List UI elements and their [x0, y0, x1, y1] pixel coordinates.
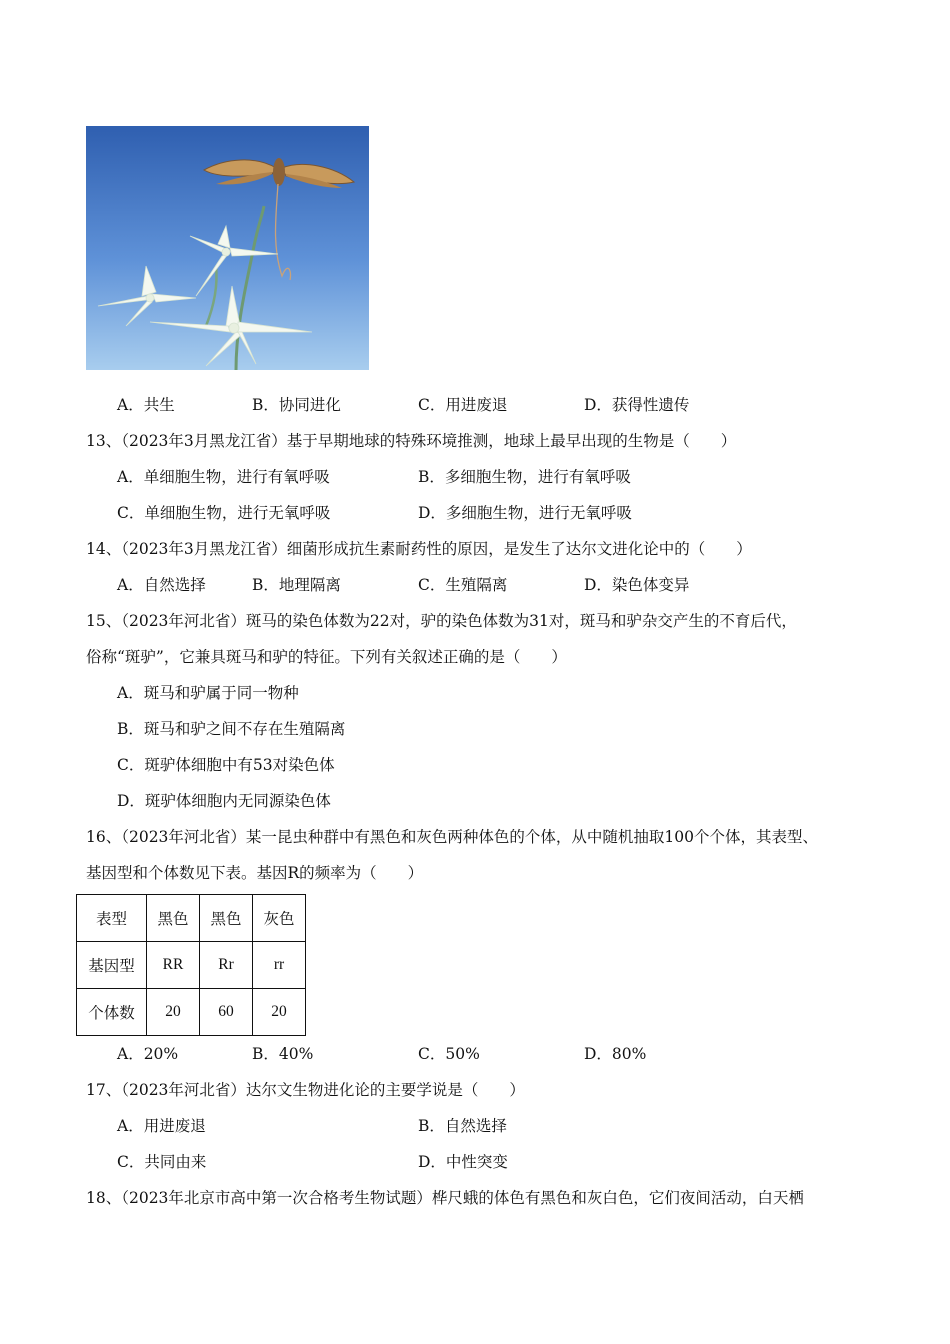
q16-option-b: B．40% [252, 1045, 314, 1063]
q13-option-a: A．单细胞生物，进行有氧呼吸 [117, 468, 330, 486]
option-b: B．协同进化 [252, 396, 341, 414]
q16-option-c: C．50% [418, 1045, 480, 1063]
table-cell: 个体数 [77, 989, 147, 1036]
q15-option-c: C．斑驴体细胞中有53对染色体 [117, 756, 335, 774]
q13-option-c: C．单细胞生物，进行无氧呼吸 [117, 504, 331, 522]
table-row [77, 942, 306, 989]
question-18-stem: 18、（2023年北京市高中第一次合格考生物试题）桦尺蛾的体色有黑色和灰白色，它们夜间活动，白天栖 [86, 1189, 804, 1207]
q13-option-b: B．多细胞生物，进行有氧呼吸 [418, 468, 631, 486]
q13-option-d: D．多细胞生物，进行无氧呼吸 [418, 504, 632, 522]
table-cell: RR [147, 942, 200, 989]
table-cell: 黑色 [147, 895, 200, 942]
question-13-stem: 13、（2023年3月黑龙江省）基于早期地球的特殊环境推测，地球上最早出现的生物是（ ） [86, 432, 737, 450]
q17-option-d: D．中性突变 [418, 1153, 508, 1171]
q15-option-b: B．斑马和驴之间不存在生殖隔离 [117, 720, 346, 738]
q14-option-d: D．染色体变异 [584, 576, 690, 594]
table-cell: Rr [200, 942, 253, 989]
genotype-table [76, 894, 306, 1036]
question-16-stem-line1: 16、（2023年河北省）某一昆虫种群中有黑色和灰色两种体色的个体，从中随机抽取100个个体，其表型、 [86, 828, 819, 846]
moth-orchid-photo [86, 126, 369, 370]
table-cell: 基因型 [77, 942, 147, 989]
q14-option-c: C．生殖隔离 [418, 576, 508, 594]
table-cell: 20 [147, 989, 200, 1036]
q17-option-b: B．自然选择 [418, 1117, 507, 1135]
table-cell: 黑色 [200, 895, 253, 942]
q16-option-d: D．80% [584, 1045, 647, 1063]
q16-option-a: A．20% [117, 1045, 179, 1063]
table-cell: 表型 [77, 895, 147, 942]
question-15-stem-line1: 15、（2023年河北省）斑马的染色体数为22对，驴的染色体数为31对，斑马和驴杂交产生的不育后代， [86, 612, 797, 630]
option-a: A．共生 [117, 396, 175, 414]
option-c: C．用进废退 [418, 396, 508, 414]
q15-option-a: A．斑马和驴属于同一物种 [117, 684, 299, 702]
option-d: D．获得性遗传 [584, 396, 690, 414]
table-cell: 20 [253, 989, 306, 1036]
q17-option-c: C．共同由来 [117, 1153, 207, 1171]
question-14-stem: 14、（2023年3月黑龙江省）细菌形成抗生素耐药性的原因，是发生了达尔文进化论中的（ ） [86, 540, 752, 558]
q17-option-a: A．用进废退 [117, 1117, 206, 1135]
table-cell: 60 [200, 989, 253, 1036]
q14-option-b: B．地理隔离 [252, 576, 341, 594]
table-row [77, 989, 306, 1036]
table-cell: 灰色 [253, 895, 306, 942]
q14-option-a: A．自然选择 [117, 576, 206, 594]
question-16-stem-line2: 基因型和个体数见下表。基因R的频率为（ ） [86, 864, 424, 882]
question-17-stem: 17、（2023年河北省）达尔文生物进化论的主要学说是（ ） [86, 1081, 525, 1099]
table-row [77, 895, 306, 942]
table-cell: rr [253, 942, 306, 989]
q15-option-d: D．斑驴体细胞内无同源染色体 [117, 792, 331, 810]
question-15-stem-line2: 俗称“斑驴”，它兼具斑马和驴的特征。下列有关叙述正确的是（ ） [86, 648, 567, 666]
